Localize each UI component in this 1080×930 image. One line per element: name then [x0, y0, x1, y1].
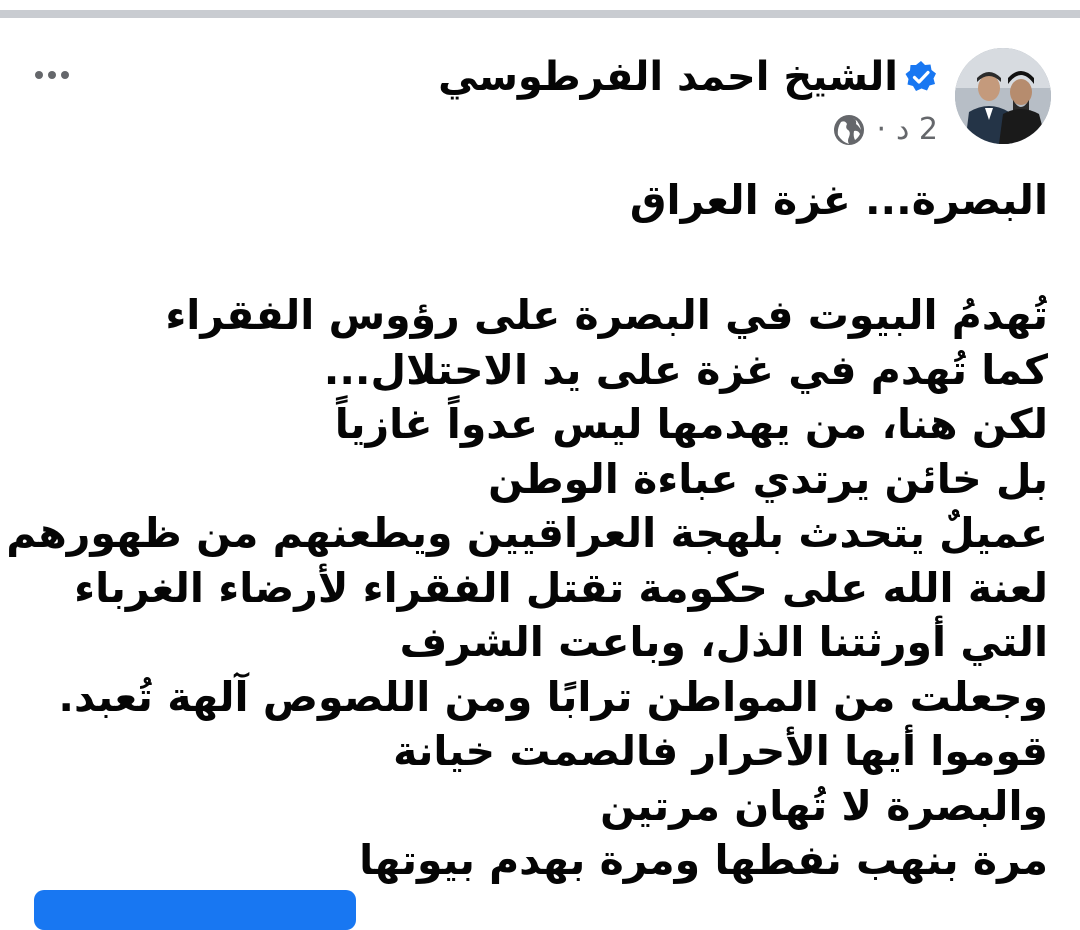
post-title: البصرة... غزة العراق [629, 176, 1048, 224]
post-line: بل خائن يرتدي عباءة الوطن [488, 454, 1048, 503]
post-meta [832, 110, 938, 150]
post-line: تُهدمُ البيوت في البصرة على رؤوس الفقراء [165, 291, 1048, 339]
post-line: لكن هنا، من يهدمها ليس عدواً غازياً [334, 400, 1048, 448]
link-preview-button[interactable] [34, 890, 356, 930]
author-name[interactable]: الشيخ احمد الفرطوسي [438, 54, 898, 100]
post-line: كما تُهدم في غزة على يد الاحتلال... [323, 345, 1048, 394]
more-options-dot [61, 71, 69, 79]
more-options-icon [35, 71, 43, 79]
verified-badge-icon [904, 60, 938, 94]
feed-divider [0, 0, 1080, 20]
author-row [438, 52, 938, 102]
more-options-button[interactable] [26, 60, 78, 90]
post-line: التي أورثتنا الذل، وباعت الشرف [399, 618, 1048, 666]
divider-line [0, 10, 1080, 18]
meta-separator: · [876, 112, 886, 147]
post-card [0, 20, 1080, 897]
globe-icon[interactable] [832, 113, 866, 147]
author-avatar[interactable] [955, 48, 1051, 144]
post-line: وجعلت من المواطن ترابًا ومن اللصوص آلهة تُعبد. [58, 672, 1048, 721]
post-line: لعنة الله على حكومة تقتل الفقراء لأرضاء الغرباء [74, 563, 1048, 612]
post-line: قوموا أيها الأحرار فالصمت خيانة [393, 727, 1048, 775]
more-options-dot [48, 71, 56, 79]
post-timestamp[interactable]: 2 د [896, 112, 938, 147]
post-line: عميلٌ يتحدث بلهجة العراقيين ويطعنهم من ظهورهم [6, 509, 1048, 557]
post-text [6, 288, 1048, 888]
post-line: مرة بنهب نفطها ومرة بهدم بيوتها [359, 836, 1048, 884]
post-line: والبصرة لا تُهان مرتين [600, 781, 1048, 830]
post-body [6, 172, 1048, 888]
